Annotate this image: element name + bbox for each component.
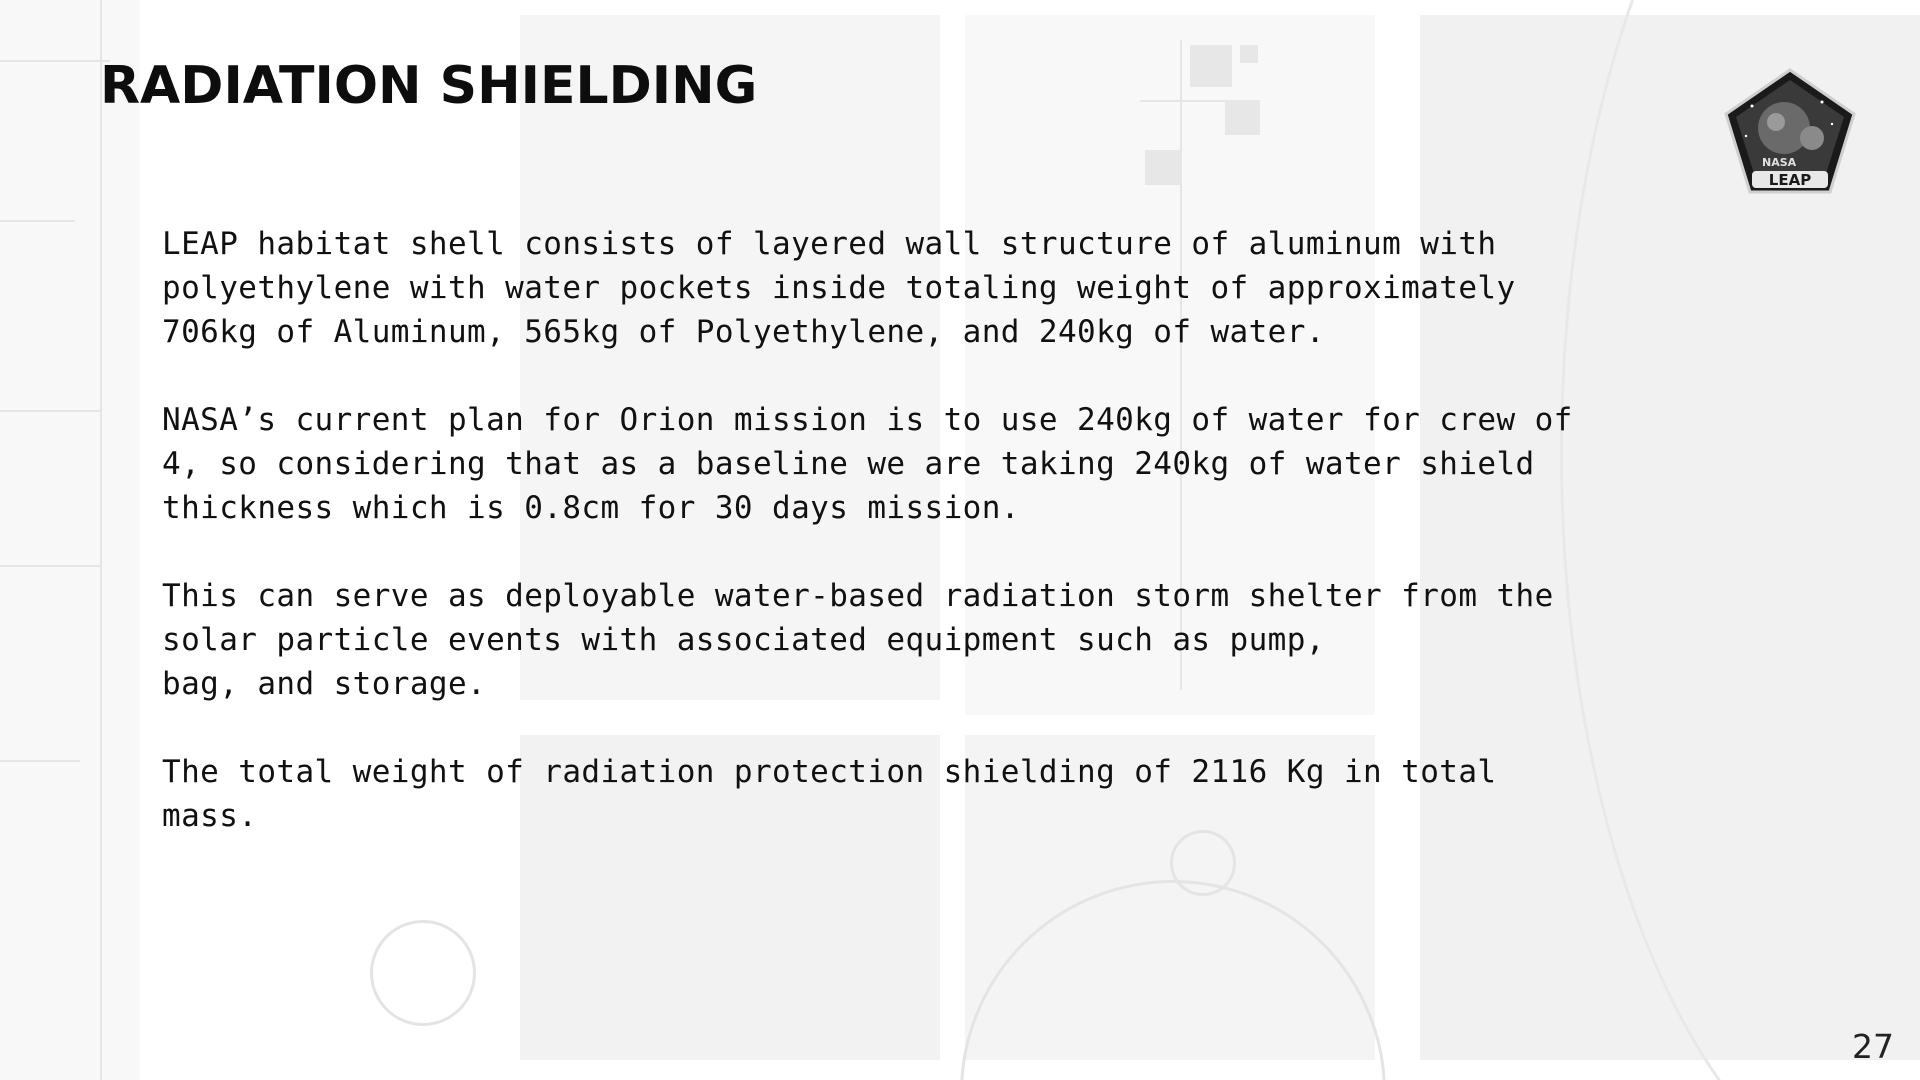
paragraph-total-weight: The total weight of radiation protection shielding of 2116 Kg in total mass.: [162, 754, 1497, 834]
slide-body: [162, 222, 1722, 882]
paragraph-storm-shelter: This can serve as deployable water-based radiation storm shelter from the solar particle events with associated equipment such as pump, bag, and storage.: [162, 578, 1554, 702]
paragraph-orion-baseline: NASA’s current plan for Orion mission is to use 240kg of water for crew of 4, so considering that as a baseline we are taking 240kg of water shield thickness which is 0.8cm for 30 days mission.: [162, 402, 1573, 526]
slide-title: RADIATION SHIELDING: [100, 56, 758, 116]
logo-text-top: NASA: [1762, 156, 1797, 169]
page-number: 27: [1852, 1027, 1894, 1066]
logo-text-bottom: LEAP: [1768, 171, 1812, 189]
paragraph-shell-composition: LEAP habitat shell consists of layered wall structure of aluminum with polyethylene with water pockets inside totaling weight of approximately 706kg of Aluminum, 565kg of Polyethylene, and 240kg of water.: [162, 226, 1516, 350]
nasa-leap-mission-patch-icon: [1722, 66, 1858, 196]
